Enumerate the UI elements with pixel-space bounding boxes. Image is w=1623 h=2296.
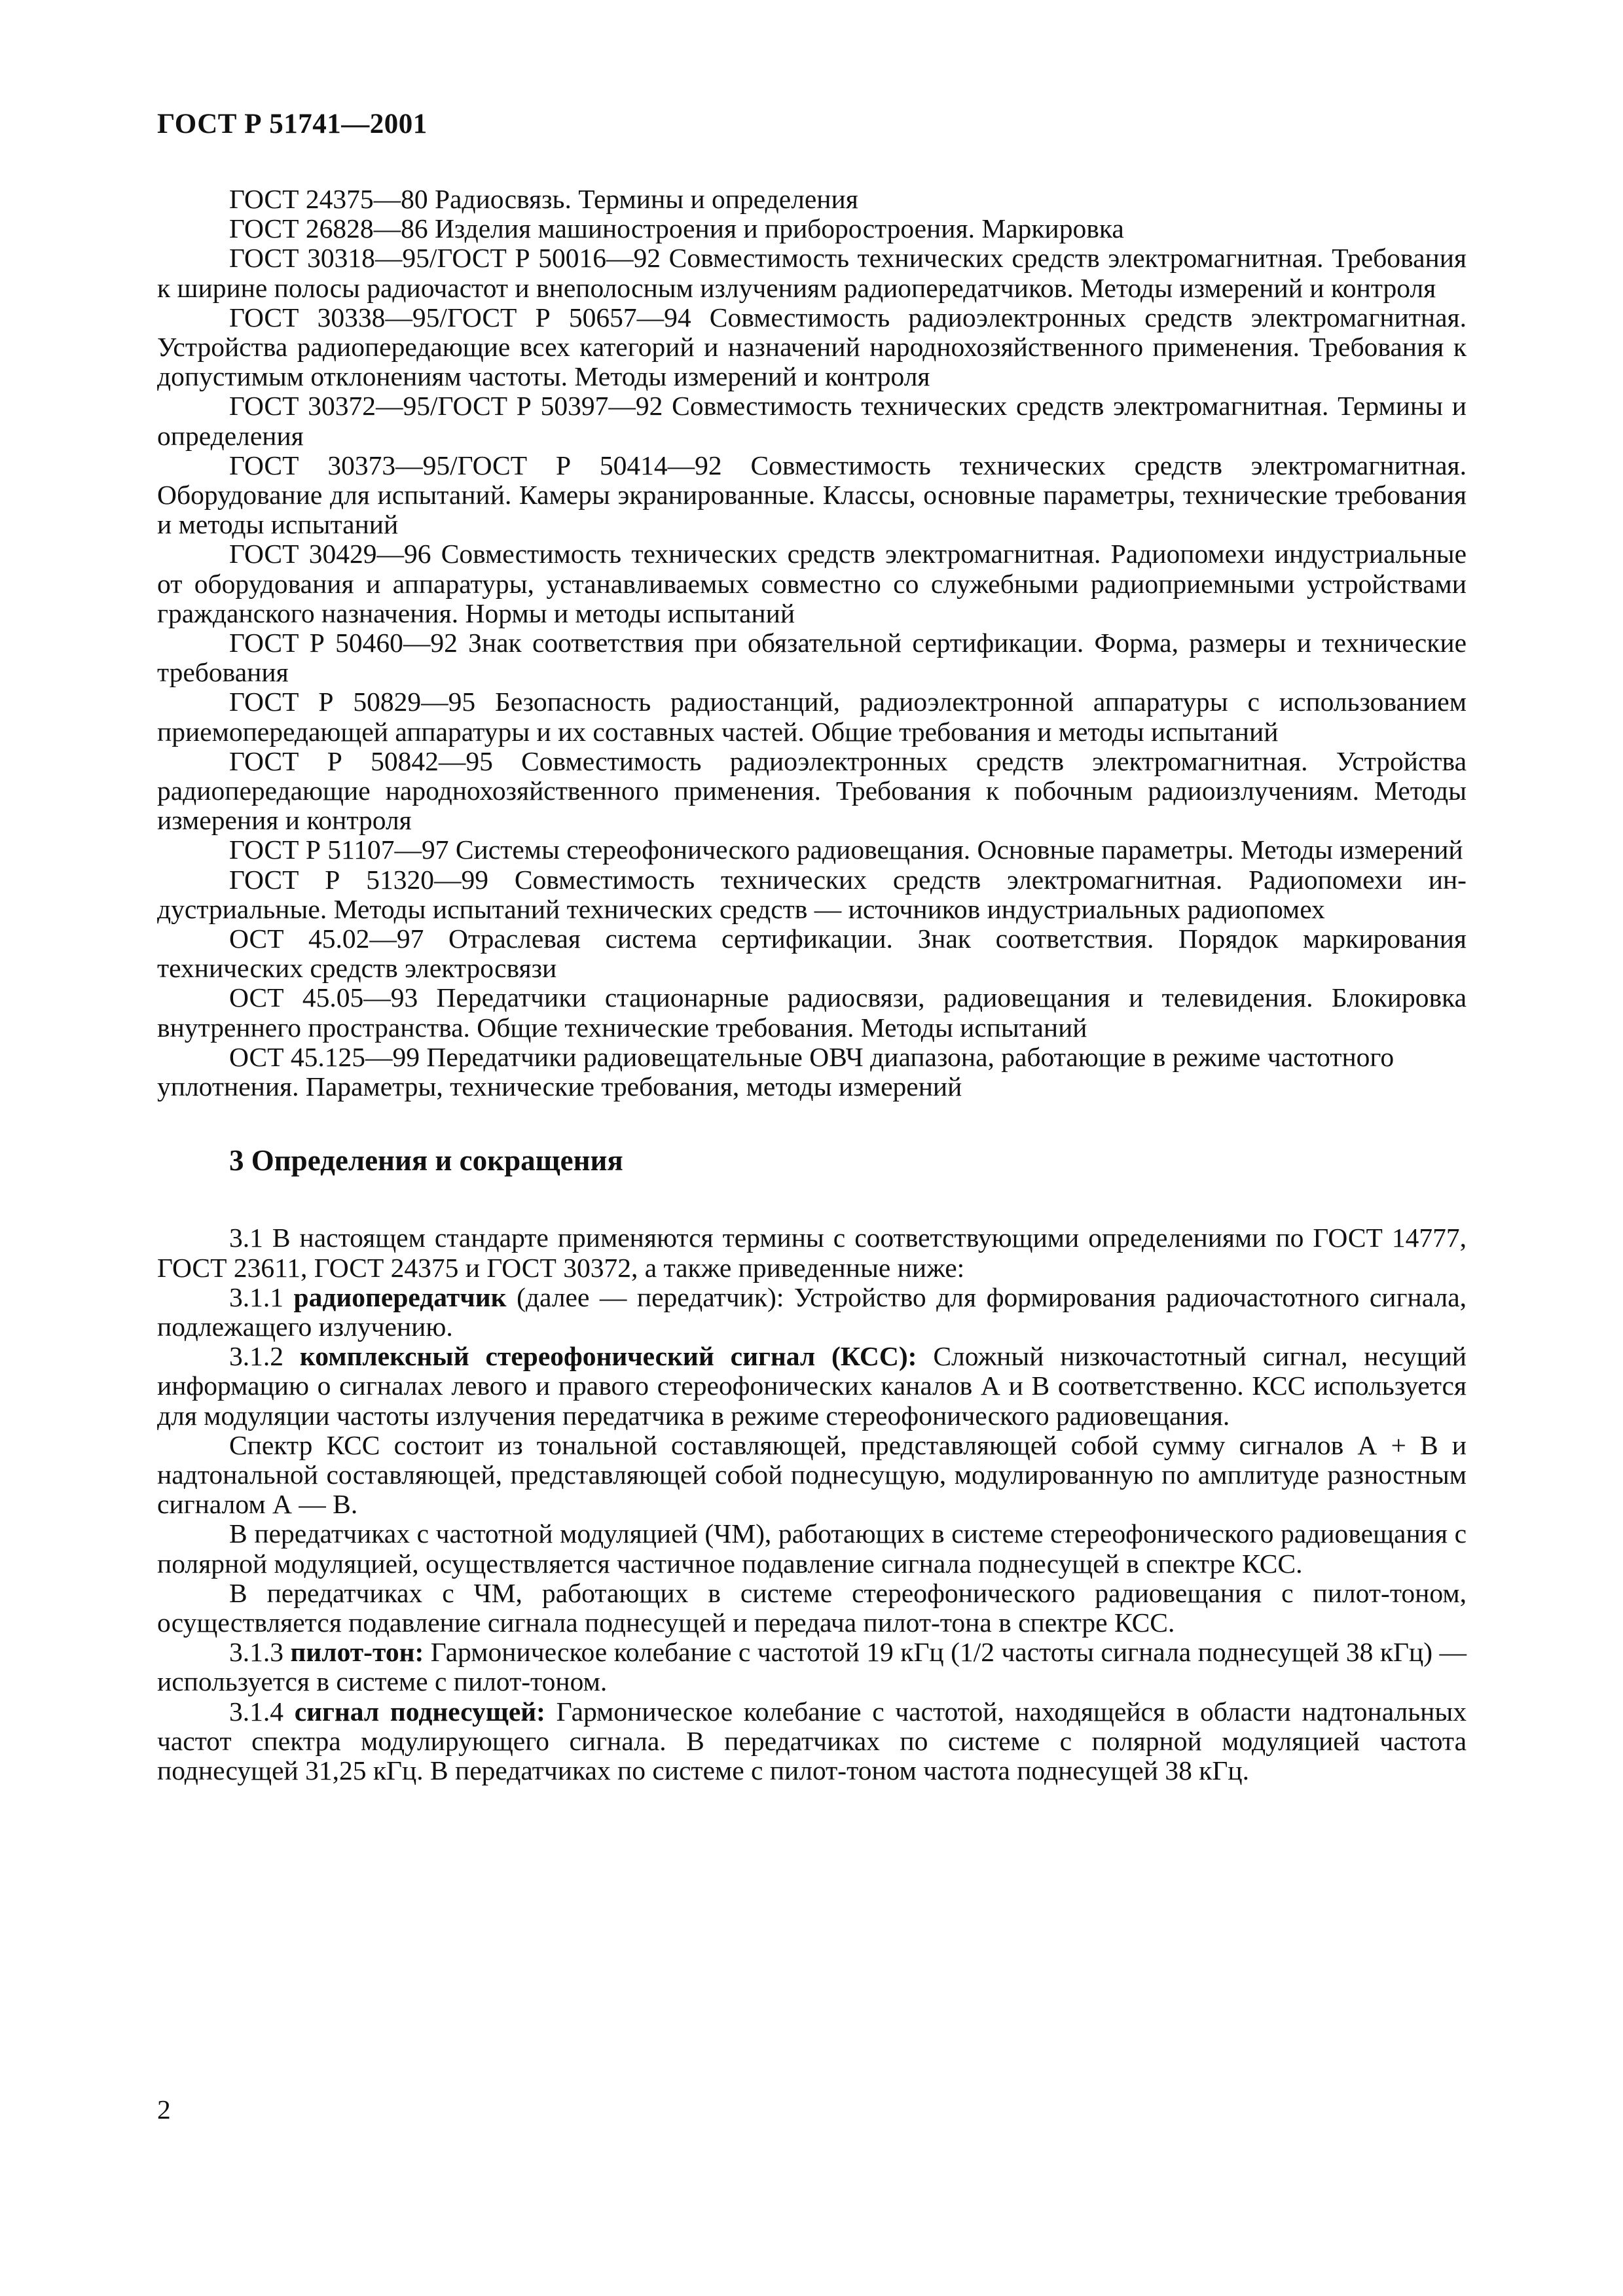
clause-3-1: 3.1 В настоящем стандарте применяются термины с соответствующими определениями по ГОСТ 14777, ГОСТ 23611, ГОСТ 24375 и ГОСТ 30372, а также приведенные ниже: xyxy=(157,1223,1467,1283)
definitions-section xyxy=(157,1223,1467,1785)
clause-number: 3.1.2 xyxy=(229,1341,300,1372)
reference-item: ОСТ 45.05—93 Передатчики стационарные радиосвязи, радиовещания и телевидения. Блокировка внутреннего пространства. Общие технические требования. Методы испытаний xyxy=(157,982,1467,1043)
document-header: ГОСТ Р 51741—2001 xyxy=(157,109,428,139)
definition-text: Гармоническое колебание с частотой 19 кГц (1/2 частоты сигнала поднесущей 38 кГц) — используется в системе с пилот-тоном. xyxy=(157,1637,1467,1697)
reference-item: ГОСТ 30318—95/ГОСТ Р 50016—92 Совместимость технических средств электромагнитная. Требования к ширине полосы радиочастот и внеполосным излучениям радиопередатчиков. Методы измерений и контроля xyxy=(157,243,1467,303)
reference-item: ГОСТ 24375—80 Радиосвязь. Термины и определения xyxy=(229,184,858,214)
section-3-heading: 3 Определения и сокращения xyxy=(229,1144,623,1177)
clause-3-1-2 xyxy=(157,1342,1467,1431)
paragraph-kss-spectrum: Спектр КСС состоит из тональной составляющей, представляющей собой сумму сигналов А + В и надтональной составляющей, представляющей собой поднесущую, модулированную по амплитуде разностным сигналом А — В. xyxy=(157,1429,1467,1520)
clause-3-1-1 xyxy=(157,1283,1467,1342)
reference-item: ГОСТ Р 51107—97 Системы стереофонического радиовещания. Основные параметры. Методы измерений xyxy=(229,834,1463,865)
page-content xyxy=(157,185,1467,1785)
definition-text: Гармоническое колебание с частотой, находящейся в области надтональных частот спектра модулирующего сигнала. В передатчиках по системе с полярной модуляцией частота поднесущей 31,25 кГц. В передатчиках по системе с пилот-тоном частота поднесущей 38 кГц. xyxy=(157,1696,1467,1785)
defined-term: комплексный стереофонический сигнал (КСС): xyxy=(299,1341,917,1372)
paragraph-fm-pilot-tone: В передатчиках с ЧМ, работающих в системе стереофонического радиовещания с пилот-тоном, осуществляется подавление сигнала поднесущей и передача пилот-тона в спектре КСС. xyxy=(157,1577,1467,1638)
reference-item: ГОСТ 26828—86 Изделия машиностроения и приборостроения. Маркировка xyxy=(229,213,1124,244)
definition-text: (далее — передатчик): Устройство для формирования радиочастотного сигнала, подлежащего излучению. xyxy=(157,1282,1467,1342)
normative-references-list xyxy=(157,185,1467,1102)
reference-item: ГОСТ Р 50460—92 Знак соответствия при обязательной сертификации. Форма, размеры и технические требования xyxy=(157,628,1467,688)
reference-item: ГОСТ 30373—95/ГОСТ Р 50414—92 Совместимость технических средств электромагнитная. Оборудование для испытаний. Камеры экранированные. Классы, основные параметры, технические требования и методы испытаний xyxy=(157,450,1467,540)
reference-item: ГОСТ Р 50842—95 Совместимость радиоэлектронных средств электромагнитная. Устройства радиопередающие народнохозяйственного применения. Требования к побочным радиоизлучениям. Методы измерения и контроля xyxy=(157,745,1467,836)
reference-item: ОСТ 45.02—97 Отраслевая система сертификации. Знак соответствия. Порядок маркирования технических средств электросвязи xyxy=(157,924,1467,984)
reference-item: ГОСТ Р 51320—99 Совместимость технических средств электромагнитная. Радиопомехи индустриальные. Методы испытаний технических средств — источников индустриальных радиопомех xyxy=(157,864,1467,924)
clause-number: 3.1.4 xyxy=(229,1696,295,1727)
clause-number: 3.1.3 xyxy=(229,1637,291,1668)
reference-item: ОСТ 45.125—99 Передатчики радиовещательные ОВЧ диапазона, работающие в режиме частотного уплотнения. Параметры, технические требования, методы измерений xyxy=(157,1041,1395,1102)
clause-number: 3.1.1 xyxy=(229,1282,294,1312)
reference-item: ГОСТ 30338—95/ГОСТ Р 50657—94 Совместимость радиоэлектронных средств электромагнитная. Устройства радиопередающие всех категорий и назначений народнохозяйственного применения. Требования к допустимым отклонениям частоты. Методы измерений и контроля xyxy=(157,302,1467,392)
reference-item: ГОСТ 30429—96 Совместимость технических средств электромагнитная. Радиопомехи индустриальные от оборудования и аппаратуры, устанавливаемых совместно со служебными радиоприемными устройствами гражданского назначения. Нормы и методы испытаний xyxy=(157,539,1467,628)
defined-term: пилот-тон: xyxy=(290,1637,424,1668)
reference-item: ГОСТ Р 50829—95 Безопасность радиостанций, радиоэлектронной аппаратуры с использованием приемопередающей аппаратуры и их составных частей. Общие требования и методы испытаний xyxy=(157,687,1467,747)
clause-3-1-4 xyxy=(157,1697,1467,1786)
reference-item: ГОСТ 30372—95/ГОСТ Р 50397—92 Совместимость технических средств электромагнитная. Термины и определения xyxy=(157,391,1467,451)
definition-text: Сложный низкочастотный сигнал, несущий информацию о сигналах левого и правого стереофонических каналов А и В соответственно. КСС используется для модуляции частоты излучения передатчика в режиме стереофонического радиовещания. xyxy=(157,1341,1467,1431)
paragraph-fm-polar-modulation: В передатчиках с частотной модуляцией (ЧМ), работающих в системе стереофонического радиовещания с полярной модуляцией, осуществляется частичное подавление сигнала поднесущей в спектре КСС. xyxy=(157,1518,1467,1579)
defined-term: сигнал поднесущей: xyxy=(294,1696,545,1727)
clause-3-1-3 xyxy=(157,1638,1467,1696)
page-number: 2 xyxy=(157,2094,171,2125)
defined-term: радиопередатчик xyxy=(293,1282,507,1312)
